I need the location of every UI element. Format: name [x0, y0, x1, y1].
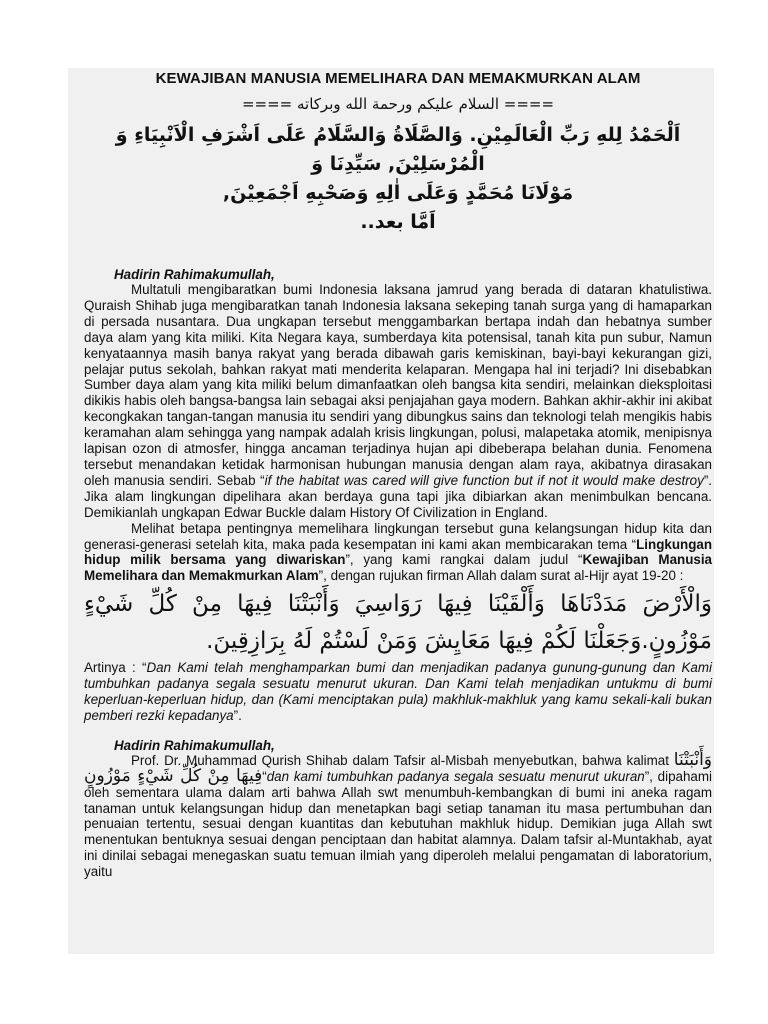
section-heading: Hadirin Rahimakumullah, — [114, 267, 275, 282]
opening-arabic-line-1: اَلْحَمْدُ لِلهِ رَبِّ الْعَالَمِيْنِ. وَالصَّلَاةُ وَالسَّلَامُ عَلَى اَشْرَفِ الْاَنْبِيَاءِ وَ الْمُرْسَلِيْنَ, سَيِّدِنَا وَ — [115, 124, 681, 175]
theme-text: Lingkungan hidup milik bersama yang diwariskan — [84, 536, 712, 568]
inline-quote: dan kami tumbuhkan padanya segala sesuatu menurut ukuran — [266, 768, 645, 784]
inline-arabic-verse: وَأَنْبَتْنَا فِيهَا مِنْ كُلِّ شَيْءٍ مَوْزُونٍ — [84, 749, 712, 786]
text-run: ”. Jika alam lingkungan dipelihara akan berdaya guna tapi jika dibiarkan akan menimbulkan bencana. Demikianlah ungkapan Edwar Buckle dalam History Of Civilization in England. — [84, 472, 712, 520]
quran-verse-line-1: وَالْأَرْضَ مَدَدْنَاهَا وَأَلْقَيْنَا فِيهَا رَوَاسِيَ وَأَنْبَتْنَا فِيهَا مِنْ كُلِّ شَيْءٍ — [84, 591, 712, 618]
salam-greeting: ==== السلام عليكم ورحمة الله وبركاته ==== — [241, 95, 555, 113]
opening-arabic-line-3: اَمَّا بعد.. — [360, 211, 436, 233]
document-content — [68, 70, 714, 880]
title-text: Kewajiban Manusia Memelihara dan Memakmurkan Alam — [84, 552, 713, 584]
text-run: ”, dipahami oleh sementara ulama dalam arti bahwa Allah swt menumbuh-kembangkan di bumi ini aneka ragam tanaman untuk kelangsungan hidup dan menetapkan bagi setiap tanaman itu masa pertumbuhan dan penuaian tertentu, sesuai dengan kuantitas dan kebutuhan makhluk hidup. Demikian juga Allah swt menentukan bentuknya sesuai dengan penciptaan dan habitat alamnya. Dalam tafsir al-Muntakhab, ayat ini dinilai sebagai menegaskan suatu temuan ilmiah yang diperoleh melalui pengamatan di laboratorium, yaitu — [84, 768, 712, 880]
paragraph — [84, 521, 712, 585]
translation-text: Dan Kami telah menghamparkan bumi dan menjadikan padanya gunung-gunung dan Kami tumbuhkan padanya segala sesuatu menurut ukuran. Dan Kami telah menjadikan untukmu di bumi keperluan-keperluan hidup, dan (Kami menciptakan pula) makhluk-makhluk yang kamu sekali-kali bukan pemberi rezki kepadanya — [84, 660, 712, 723]
translation-paragraph — [84, 660, 712, 724]
document-title: KEWAJIBAN MANUSIA MEMELIHARA DAN MEMAKMURKAN ALAM — [155, 70, 641, 87]
text-run: Prof. Dr. Muhammad Qurish Shihab dalam Tafsir al-Misbah menyebutkan, bahwa kalimat — [131, 752, 674, 768]
text-run: ”, dengan rujukan firman Allah dalam surat al-Hijr ayat 19-20 : — [318, 568, 684, 584]
section-heading: Hadirin Rahimakumullah, — [114, 737, 275, 753]
text-run: Multatuli mengibaratkan bumi Indonesia laksana jamrud yang berada di dataran khatulistiwa. Quraish Shihab juga mengibaratkan tanah Indonesia laksana sekeping tanah surga yang di hamaparkan di persada nusantara. Dua ungkapan tersebut menggambarkan bertapa indah dan hebatnya sumber daya alam yang kita miliki. Kita Negara kaya, sumberdaya kita potensisal, tanah kita pun subur, Namun kenyataannya masih banya rakyat yang berada dibawah garis kemiskinan, bayi-bayi kekurangan gizi, pelajar putus sekolah, bahkan rakyat mati menderita kelaparan. Mengapa hal ini terjadi? Ini disebabkan Sumber daya alam yang kita miliki belum dimanfaatkan oleh bangsa kita sendiri, melainkan dieksploitasi dikikis habis oleh bangsa-bangsa lain sebagai aksi penjajahan gaya modern. Bahkan akhir-akhir ini akibat kecongkakan tangan-tangan manusia itu sendiri yang dibungkus sains dan teknologi telah mengikis habis keramahan alam sehingga yang nampak adalah krisis lingkungan, polusi, malapetaka atomik, menipisnya lapisan ozon di atmosfer, hingga ancaman terjadinya hujan api dibeberapa belahan dunia. Fenomena tersebut menandakan ketidak harmonisan hubungan manusia dengan alam raya, akibatnya dirasakan oleh manusia sendiri. Sebab “ — [84, 282, 712, 488]
english-quote: if the habitat was cared will give function but if not it would make destroy — [264, 472, 704, 488]
text-run: “ — [262, 768, 267, 784]
text-run: ”. — [233, 707, 242, 723]
quran-verse-line-2: مَوْزُونٍ.وَجَعَلْنَا لَكُمْ فِيهَا مَعَايِشَ وَمَنْ لَسْتُمْ لَهُ بِرَازِقِينَ. — [206, 628, 712, 655]
paragraph — [84, 749, 712, 880]
artinya-label: Artinya : “ — [84, 660, 147, 676]
text-run: Melihat betapa pentingnya memelihara lingkungan tersebut guna kelangsungan hidup kita dan generasi-generasi setelah kita, maka pada kesempatan ini kami akan membicarakan tema “ — [84, 520, 712, 552]
opening-arabic-line-2: مَوْلَانَا مُحَمَّدٍ وَعَلَى اٰلِهِ وَصَحْبِهِ اَجْمَعِيْنَ, — [222, 182, 574, 204]
paragraph — [84, 282, 712, 521]
document-page — [68, 68, 714, 954]
text-run: ”, yang kami rangkai dalam judul “ — [345, 552, 583, 568]
